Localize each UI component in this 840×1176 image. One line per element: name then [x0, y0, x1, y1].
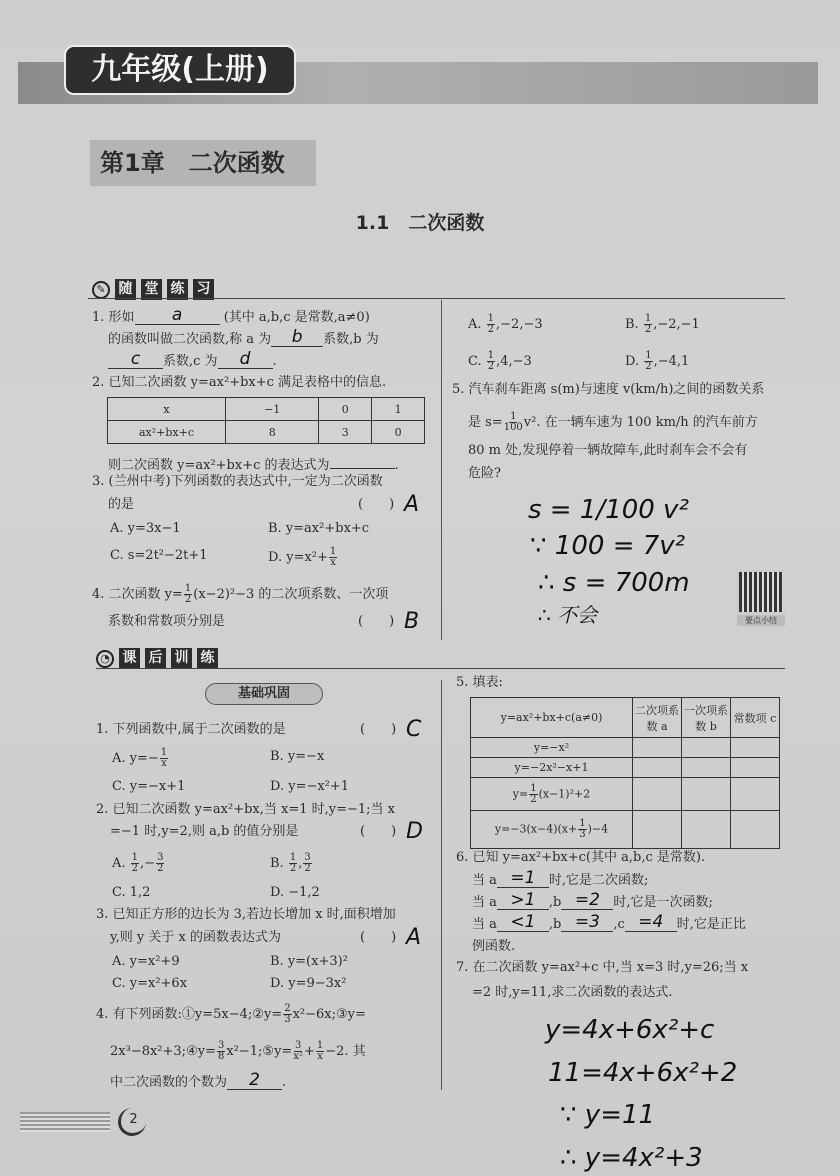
heading-char: 随 — [115, 279, 136, 300]
answer-paren: ( ) — [358, 614, 395, 629]
chapter-title: 第1章 二次函数 — [90, 140, 316, 186]
handwritten-answer: B — [404, 609, 420, 634]
clock-icon: ◔ — [96, 650, 114, 668]
heading-char: 习 — [193, 279, 214, 300]
table-cell: y=−3(x−4)(x+ $\frac{1}{3}$ )−4 — [471, 811, 633, 849]
question-1-line3: c 系数,c 为 d . — [108, 353, 277, 371]
question-5-line: 80 m 处,发现停着一辆故障车,此时刹车会不会有 — [468, 443, 748, 458]
fraction: $\frac{3}{\text{x²}}$ — [293, 1040, 303, 1062]
hw-question-5: 5. 填表: — [456, 675, 503, 690]
option: A. $\frac{1}{2}$ ,−2,−3 — [468, 313, 543, 335]
value-table — [107, 397, 425, 444]
question-2-prompt: 则二次函数 y=ax²+bx+c 的表达式为 . — [108, 453, 399, 475]
empty-cell[interactable] — [682, 758, 731, 778]
fraction: $\frac{3}{8}$ — [217, 1040, 225, 1062]
hw-question-2-line2: =−1 时,y=2,则 a,b 的值分别是 — [110, 824, 299, 839]
handwritten-work: ∴ s = 700m — [538, 568, 690, 598]
option: D. $\frac{1}{2}$ ,−4,1 — [625, 350, 690, 372]
hw-question-6-line1: 当 a =1 时,它是二次函数; — [472, 868, 649, 888]
question-5-line: 是 s= $\frac{1}{100}$ v². 在一辆车速为 100 km/h 的汽车前方 — [468, 411, 758, 433]
option: C. 1,2 — [112, 885, 151, 900]
option: D. y=−x²+1 — [270, 779, 350, 794]
hw-question-6-line2: 当 a >1 ,b =2 时,它是一次函数; — [472, 890, 713, 910]
practice-heading — [92, 279, 214, 300]
heading-char: 练 — [197, 648, 218, 669]
answer-paren: ( ) — [360, 930, 397, 945]
question-1: 1. 形如 a (其中 a,b,c 是常数,a≠0) — [92, 305, 370, 325]
question-5: 5. 汽车刹车距离 s(m)与速度 v(km/h)之间的函数关系 — [452, 382, 765, 397]
fill-table — [470, 697, 780, 849]
handwritten-answer: =4 — [638, 912, 664, 932]
homework-heading — [96, 648, 218, 669]
hw-question-3-line2: y,则 y 关于 x 的函数表达式为 — [110, 930, 281, 945]
table-cell: y=−x² — [471, 738, 633, 758]
table-cell: 1 — [372, 398, 425, 421]
handwritten-answer: a — [171, 305, 183, 325]
option: B. $\frac{1}{2}$ , $\frac{3}{2}$ — [270, 852, 311, 874]
handwritten-answer: =1 — [510, 868, 536, 888]
empty-cell[interactable] — [633, 758, 682, 778]
fraction: $\frac{1}{2}$ — [644, 313, 652, 335]
fraction: $\frac{1}{2}$ — [289, 852, 297, 874]
option: A. $\frac{1}{2}$ ,− $\frac{3}{2}$ — [112, 852, 164, 874]
table-cell: 0 — [319, 398, 372, 421]
pencil-icon: ✎ — [92, 281, 110, 299]
question-4-line2: 系数和常数项分别是 — [108, 614, 226, 629]
fraction: $\frac{1}{2}$ — [645, 350, 652, 372]
option: B. y=−x — [270, 749, 325, 764]
handwritten-work: ∵ y=11 — [560, 1100, 656, 1130]
question-5-line: 危险? — [468, 466, 501, 481]
qr-label: 要点小结 — [737, 615, 785, 626]
handwritten-answer: b — [291, 327, 303, 347]
hw-question-6: 6. 已知 y=ax²+bx+c(其中 a,b,c 是常数). — [456, 850, 706, 865]
handwritten-answer: d — [239, 349, 251, 369]
option: A. y=x²+9 — [112, 954, 180, 969]
empty-cell[interactable] — [633, 738, 682, 758]
fraction: $\frac{1}{x}$ — [160, 747, 168, 769]
hw-question-6-line4: 例函数. — [472, 939, 516, 954]
qr-code[interactable] — [737, 570, 785, 614]
hw-question-4-prompt: 中二次函数的个数为 2 . — [110, 1070, 287, 1090]
option: A. y=− $\frac{1}{x}$ — [112, 747, 168, 769]
table-cell: ax²+bx+c — [108, 421, 226, 444]
section-title: 1.1 二次函数 — [355, 212, 485, 234]
handwritten-answer: c — [130, 349, 141, 369]
empty-cell[interactable] — [731, 811, 780, 849]
table-header: 一次项系数 b — [682, 698, 731, 738]
option: C. $\frac{1}{2}$ ,4,−3 — [468, 350, 532, 372]
fraction: $\frac{1}{3}$ — [579, 818, 586, 840]
answer-paren: ( ) — [358, 497, 395, 512]
empty-cell[interactable] — [633, 778, 682, 811]
footer-stripes — [20, 1112, 110, 1132]
empty-cell[interactable] — [682, 778, 731, 811]
answer-paren: ( ) — [360, 722, 397, 737]
page-number: 2 — [118, 1108, 146, 1136]
table-header: 二次项系数 a — [633, 698, 682, 738]
fraction: $\frac{1}{x}$ — [316, 1040, 324, 1062]
option: D. y=9−3x² — [270, 976, 347, 991]
table-header: 常数项 c — [731, 698, 780, 738]
column-divider — [441, 680, 442, 1090]
handwritten-answer: A — [404, 492, 420, 517]
answer-paren: ( ) — [360, 824, 397, 839]
question-3: 3. (兰州中考)下列函数的表达式中,一定为二次函数 — [92, 474, 383, 489]
hw-question-3: 3. 已知正方形的边长为 3,若边长增加 x 时,面积增加 — [96, 907, 396, 922]
table-cell: y= $\frac{1}{2}$ (x−1)²+2 — [471, 778, 633, 811]
handwritten-answer: =2 — [574, 890, 600, 910]
hw-question-6-line3: 当 a <1 ,b =3 ,c =4 时,它是正比 — [472, 912, 746, 932]
basic-consolidation-badge: 基础巩固 — [205, 683, 323, 705]
fraction: $\frac{1}{2}$ — [184, 583, 192, 605]
handwritten-answer: =3 — [574, 912, 600, 932]
option: B. $\frac{1}{2}$ ,−2,−1 — [625, 313, 700, 335]
handwritten-answer: <1 — [510, 912, 536, 932]
hw-question-1: 1. 下列函数中,属于二次函数的是 — [96, 722, 286, 737]
heading-char: 课 — [119, 648, 140, 669]
fraction: $\frac{1}{100}$ — [503, 411, 523, 433]
column-divider — [441, 300, 442, 640]
fraction: $\frac{2}{3}$ — [284, 1003, 291, 1025]
divider — [88, 298, 785, 299]
handwritten-work: ∵ 100 = 7v² — [530, 531, 686, 561]
option: C. y=x²+6x — [112, 976, 188, 991]
option: A. y=3x−1 — [110, 521, 181, 536]
option: D. y=x²+ $\frac{1}{x}$ — [268, 546, 337, 568]
question-1-line2: 的函数叫做二次函数,称 a 为 b 系数,b 为 — [108, 327, 379, 347]
heading-char: 堂 — [141, 279, 162, 300]
table-cell: y=−2x²−x+1 — [471, 758, 633, 778]
hw-question-2: 2. 已知二次函数 y=ax²+bx,当 x=1 时,y=−1;当 x — [96, 802, 396, 817]
table-cell: 0 — [372, 421, 425, 444]
grade-title: 九年级(上册) — [64, 45, 296, 95]
handwritten-work: s = 1/100 v² — [528, 495, 689, 525]
empty-cell[interactable] — [682, 811, 731, 849]
question-2: 2. 已知二次函数 y=ax²+bx+c 满足表格中的信息. — [92, 375, 387, 390]
empty-cell[interactable] — [731, 778, 780, 811]
empty-cell[interactable] — [682, 738, 731, 758]
fraction: $\frac{1}{x}$ — [329, 546, 337, 568]
handwritten-work: 11=4x+6x²+2 — [548, 1058, 738, 1088]
table-header: y=ax²+bx+c(a≠0) — [471, 698, 633, 738]
handwritten-answer: D — [406, 819, 423, 844]
fraction: $\frac{3}{2}$ — [304, 852, 311, 874]
hw-question-4: 4. 有下列函数:①y=5x−4;②y= $\frac{2}{3}$ x²−6x;③y= — [96, 1003, 366, 1025]
question-3-line2: 的是 — [108, 497, 135, 512]
option: C. y=−x+1 — [112, 779, 186, 794]
fraction: $\frac{1}{2}$ — [530, 782, 537, 805]
question-4: 4. 二次函数 y= $\frac{1}{2}$ (x−2)²−3 的二次项系数、一次项 — [92, 583, 389, 605]
option: B. y=(x+3)² — [270, 954, 348, 969]
fraction: $\frac{1}{2}$ — [487, 350, 495, 372]
handwritten-work: ∴ 不会 — [538, 603, 598, 627]
fraction: $\frac{1}{2}$ — [487, 313, 495, 335]
option: C. s=2t²−2t+1 — [110, 548, 208, 563]
heading-char: 后 — [145, 648, 166, 669]
handwritten-answer: C — [406, 717, 422, 742]
handwritten-answer: >1 — [510, 890, 536, 910]
handwritten-work: y=4x+6x²+c — [545, 1015, 715, 1045]
heading-char: 练 — [167, 279, 188, 300]
option: D. −1,2 — [270, 885, 320, 900]
empty-cell[interactable] — [731, 738, 780, 758]
fraction: $\frac{3}{2}$ — [157, 852, 164, 874]
hw-question-4-line: 2x³−8x²+3;④y= $\frac{3}{8}$ x²−1;⑤y= $\frac{3}{\text{x²}}$ + $\frac{1}{x}$ −2. 其 — [110, 1040, 366, 1062]
fraction: $\frac{1}{2}$ — [131, 852, 139, 874]
hw-question-7: 7. 在二次函数 y=ax²+c 中,当 x=3 时,y=26;当 x — [456, 960, 749, 975]
handwritten-answer: A — [406, 925, 422, 950]
hw-question-7-line2: =2 时,y=11,求二次函数的表达式. — [472, 985, 673, 1000]
empty-cell[interactable] — [633, 811, 682, 849]
handwritten-answer: 2 — [249, 1070, 260, 1090]
table-cell: x — [108, 398, 226, 421]
table-cell: 3 — [319, 421, 372, 444]
divider — [96, 668, 785, 669]
option: B. y=ax²+bx+c — [268, 521, 370, 536]
heading-char: 训 — [171, 648, 192, 669]
handwritten-work: ∴ y=4x²+3 — [560, 1143, 703, 1173]
empty-cell[interactable] — [731, 758, 780, 778]
table-cell: −1 — [226, 398, 319, 421]
table-cell: 8 — [226, 421, 319, 444]
